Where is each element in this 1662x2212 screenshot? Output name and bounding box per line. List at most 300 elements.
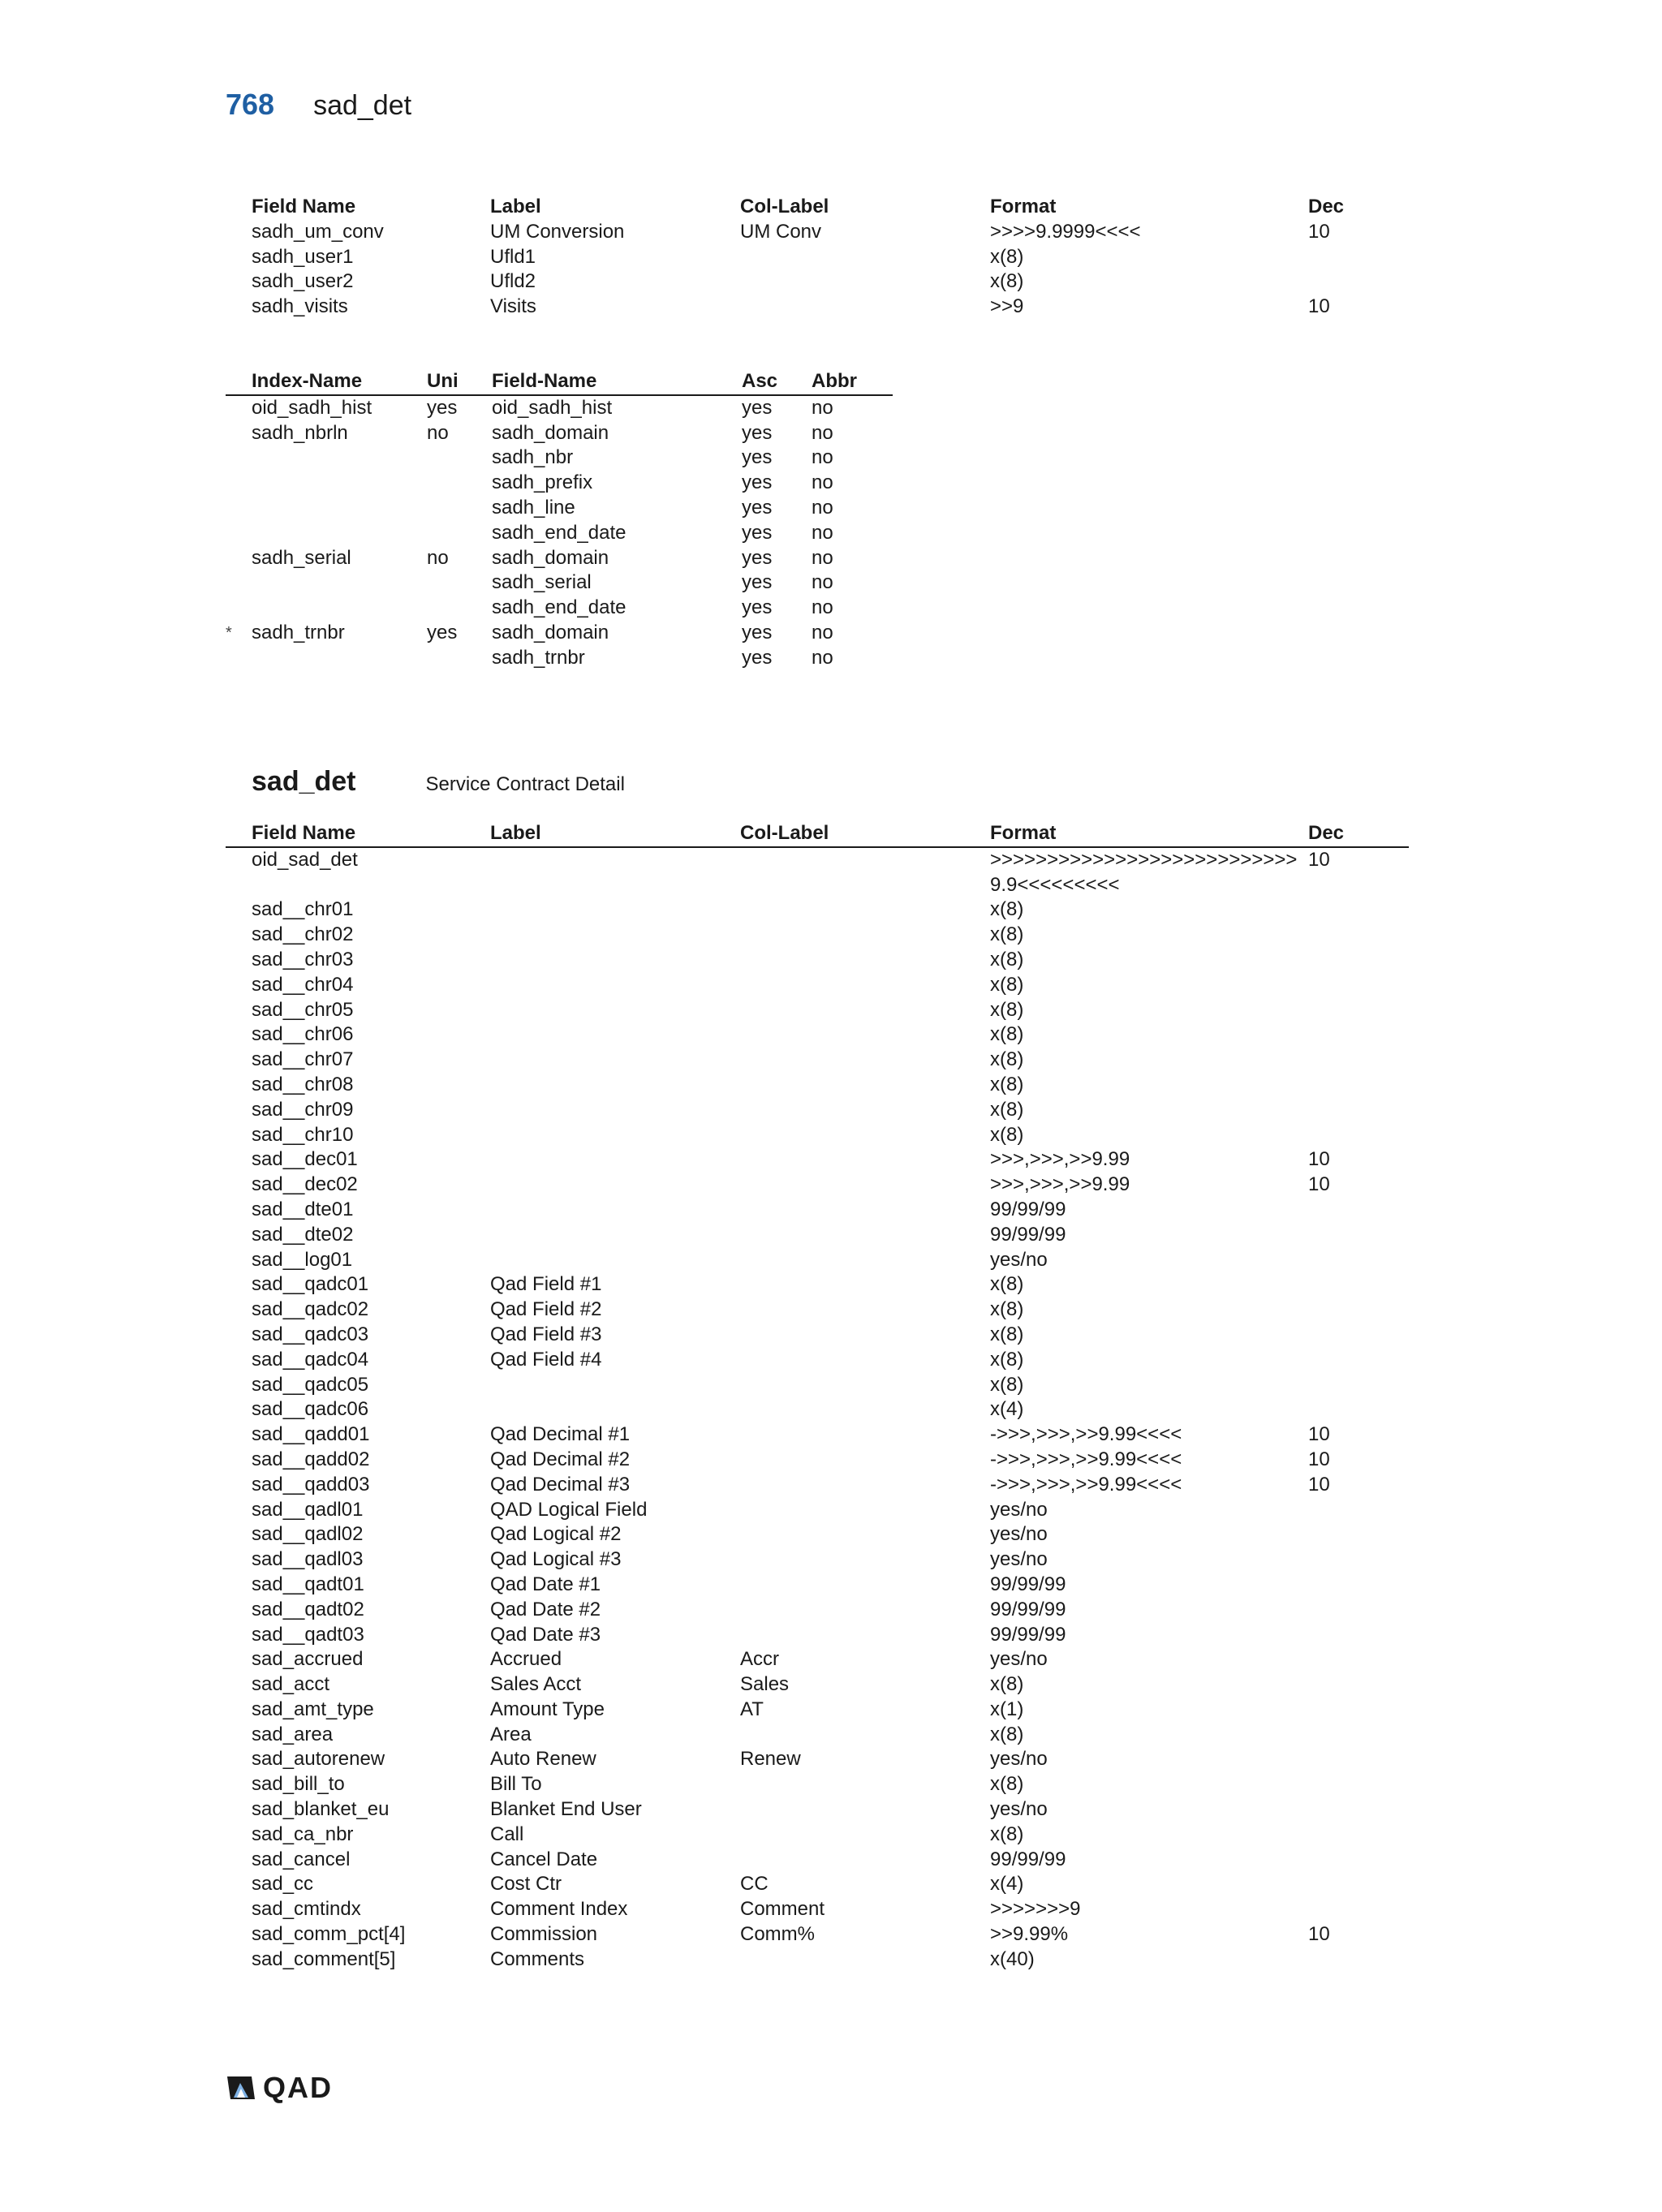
table-row [226,1173,1409,1198]
table-row [226,1272,1409,1298]
table-row [226,1022,1409,1048]
col-label-cell [740,1522,990,1547]
col-header-field-name: Field Name [252,196,356,217]
label-cell: Qad Field #4 [490,1348,602,1371]
field-name-cell: sad__qadt03 [252,1623,364,1646]
label-cell: Area [490,1723,532,1745]
col-label-cell [740,1123,990,1148]
col-label-cell [740,1397,990,1422]
col-label-cell [740,1823,990,1848]
label-cell: Qad Decimal #2 [490,1448,631,1470]
col-label-cell [740,897,990,923]
table-row [226,1448,1409,1473]
dec-cell [1308,1547,1409,1573]
format-cell: x(1) [990,1698,1024,1720]
field-name-cell: sad_amt_type [252,1698,374,1720]
dec-cell: 10 [1308,848,1330,871]
table-row [226,1298,1409,1323]
field-name-cell: sadh_nbr [492,446,574,469]
field-name-cell: sad__qadc03 [252,1323,369,1345]
table-row [226,1098,1409,1123]
dec-cell [1308,1073,1409,1098]
dec-cell [1308,1723,1409,1748]
field-name-cell: sad_blanket_eu [252,1798,390,1821]
index-name-cell [226,570,427,596]
uni-cell [427,496,492,521]
table-row [226,1198,1409,1223]
dec-cell [1308,1223,1409,1248]
label-cell: Ufld1 [490,245,536,268]
index-name-cell [226,471,427,496]
asc-cell: yes [742,546,773,569]
col-label-cell: Comment [740,1898,825,1921]
field-name-cell: sad__chr08 [252,1073,354,1095]
format-cell: x(8) [990,270,1024,293]
label-cell: Call [490,1823,524,1845]
label-cell [490,1098,740,1123]
format-cell: x(8) [990,1323,1024,1345]
table-row [226,847,1409,898]
fields-table-sad [226,821,1409,1973]
col-label-cell [740,1723,990,1748]
col-label-cell [740,1348,990,1373]
col-header-col-label: Col-Label [740,821,990,847]
dec-cell [1308,1298,1409,1323]
field-name-cell: sad__chr06 [252,1023,354,1046]
qad-logo-icon [224,2073,258,2102]
field-name-cell: sad__dec01 [252,1148,358,1171]
format-cell: ->>>,>>>,>>9.99<<<< [990,1423,1182,1446]
field-name-cell: sad__chr03 [252,948,354,970]
label-cell [490,1397,740,1422]
index-name: oid_sadh_hist [252,396,372,419]
col-header-uni: Uni [427,369,492,395]
uni-cell [427,596,492,621]
format-cell: x(40) [990,1947,1035,1970]
label-cell: Comments [490,1947,585,1970]
table-row [226,1848,1409,1873]
col-label-cell [740,1598,990,1623]
col-header-field-name: Field Name [226,821,490,847]
label-cell [490,1173,740,1198]
label-cell [490,998,740,1023]
table-header-row [226,195,1409,220]
table-row [226,1772,1409,1797]
table-row [226,521,893,546]
primary-index-marker: * [226,623,232,642]
fields-table-sadh [226,195,1409,320]
field-name-cell: sad_cmtindx [252,1898,361,1921]
field-name-cell: sadh_domain [492,421,609,444]
asc-cell: yes [742,571,773,594]
asc-cell: yes [742,396,773,419]
field-name-cell: sad__qadt02 [252,1598,364,1620]
field-name-cell: sad_cc [252,1873,314,1896]
table-row [226,496,893,521]
dec-cell [1308,1048,1409,1073]
label-cell: Qad Date #1 [490,1573,601,1595]
format-cell: x(8) [990,923,1024,946]
label-cell [490,1022,740,1048]
table-row [226,1473,1409,1498]
format-cell: 99/99/99 [990,1598,1066,1620]
dec-cell [1308,1872,1409,1897]
dec-cell [1308,1573,1409,1598]
table-row [226,570,893,596]
dec-cell [1308,1248,1409,1273]
col-label-cell [740,1422,990,1448]
format-cell: 99/99/99 [990,1198,1066,1220]
field-name-cell: sad__qadc01 [252,1273,369,1296]
label-cell: Bill To [490,1773,542,1796]
field-name-cell: sad__dec02 [252,1173,358,1196]
index-name: sadh_serial [252,546,351,569]
dec-cell [1308,1823,1409,1848]
field-name-cell: sadh_um_conv [252,220,384,243]
table-row [226,1897,1409,1922]
table-row [226,1747,1409,1772]
format-cell: >>>>>>>9 [990,1898,1081,1921]
dec-cell: 10 [1308,1473,1330,1495]
label-cell: Blanket End User [490,1798,642,1821]
format-cell: >>>,>>>,>>9.99 [990,1148,1130,1171]
table-row [226,269,1409,295]
uni-cell: yes [427,621,458,643]
format-cell: x(8) [990,1823,1024,1845]
field-name-cell: sad_bill_to [252,1773,345,1796]
field-name-cell: sadh_domain [492,546,609,569]
label-cell: Sales Acct [490,1673,582,1696]
label-cell [490,1223,740,1248]
col-label-cell [740,1498,990,1523]
table-row [226,1422,1409,1448]
dec-cell [1308,1947,1409,1973]
col-label-cell [740,1323,990,1348]
dec-cell [1308,1397,1409,1422]
dec-cell [1308,1772,1409,1797]
format-cell: x(8) [990,898,1024,921]
table-row [226,1922,1409,1947]
abbr-cell: no [812,546,833,569]
format-cell: x(8) [990,1023,1024,1046]
table-row [226,1073,1409,1098]
table-row [226,1048,1409,1073]
table-row [226,1872,1409,1897]
table-row [226,897,1409,923]
asc-cell: yes [742,521,773,544]
index-table [226,369,893,671]
col-header-dec: Dec [1308,196,1345,217]
dec-cell [1308,1198,1409,1223]
asc-cell: yes [742,646,773,669]
abbr-cell: no [812,596,833,619]
table-row [226,421,893,446]
index-name-cell [226,421,427,446]
table-row [226,1573,1409,1598]
format-cell: x(8) [990,1048,1024,1071]
fields-table-body [226,220,1409,320]
format-cell: yes/no [990,1748,1048,1771]
field-name-cell: sadh_trnbr [492,646,585,669]
label-cell [490,1048,740,1073]
col-header-format: Format [990,821,1308,847]
col-header-col-label: Col-Label [740,196,829,217]
field-name-cell: sadh_domain [492,621,609,643]
abbr-cell: no [812,646,833,669]
col-label-cell [740,1298,990,1323]
table-row [226,295,1409,320]
dec-cell [1308,1022,1409,1048]
label-cell: Cancel Date [490,1848,598,1870]
table-row [226,1647,1409,1672]
field-name-cell: sad__qadd03 [252,1473,370,1495]
label-cell: Qad Logical #2 [490,1523,622,1546]
index-name-cell [226,621,427,646]
col-label-cell: CC [740,1873,769,1896]
field-name-cell: sadh_prefix [492,471,593,494]
col-label-cell: UM Conv [740,220,822,243]
asc-cell: yes [742,421,773,444]
field-name-cell: sadh_user2 [252,270,354,293]
dec-cell [1308,998,1409,1023]
table-row [226,1672,1409,1698]
field-name-cell: sad_autorenew [252,1748,385,1771]
format-cell: yes/no [990,1498,1048,1521]
uni-cell [427,521,492,546]
label-cell: Qad Decimal #3 [490,1473,631,1495]
format-cell: x(8) [990,1673,1024,1696]
abbr-cell: no [812,446,833,469]
table-row [226,1348,1409,1373]
field-name-cell: sad_cancel [252,1848,351,1870]
label-cell: UM Conversion [490,220,625,243]
table-row [226,1123,1409,1148]
col-header-label: Label [490,196,541,217]
col-label-cell [740,1373,990,1398]
field-name-cell: sadh_end_date [492,521,626,544]
asc-cell: yes [742,596,773,619]
format-cell: yes/no [990,1523,1048,1546]
table-row [226,1823,1409,1848]
label-cell [490,847,740,898]
table-row [226,220,1409,245]
uni-cell [427,471,492,496]
label-cell [490,1248,740,1273]
abbr-cell: no [812,421,833,444]
col-label-cell [740,1248,990,1273]
format-cell: x(8) [990,1773,1024,1796]
field-name-cell: sad__qadl03 [252,1548,364,1571]
label-cell: Auto Renew [490,1748,596,1771]
col-label-cell [740,1223,990,1248]
dec-cell [1308,1598,1409,1623]
dec-cell [1308,1623,1409,1648]
format-cell: x(8) [990,245,1024,268]
table-row [226,1623,1409,1648]
format-cell: >>9 [990,295,1024,318]
index-name-cell [226,445,427,471]
dec-cell [1308,897,1409,923]
field-name-cell: oid_sadh_hist [492,396,613,419]
col-label-cell: Renew [740,1748,801,1771]
index-name: sadh_trnbr [252,621,345,643]
abbr-cell: no [812,496,833,519]
format-cell: yes/no [990,1798,1048,1821]
dec-cell [1308,973,1409,998]
label-cell [490,923,740,948]
format-cell: >>>,>>>,>>9.99 [990,1173,1130,1196]
field-name-cell: sad_accrued [252,1648,364,1671]
col-label-cell [740,1547,990,1573]
format-cell: x(8) [990,1273,1024,1296]
field-name-cell: sadh_user1 [252,245,354,268]
index-name-cell [226,496,427,521]
col-label-cell [740,1473,990,1498]
field-name-cell: sad__dte02 [252,1223,354,1246]
index-name-cell [226,546,427,571]
table-row [226,1522,1409,1547]
dec-cell: 10 [1308,1148,1330,1171]
format-cell: x(4) [990,1398,1024,1421]
label-cell: Qad Date #2 [490,1598,601,1620]
field-name-cell: sad__dte01 [252,1198,354,1220]
field-name-cell: sad__chr02 [252,923,354,946]
col-label-cell [740,295,990,320]
dec-cell [1308,1272,1409,1298]
label-cell: QAD Logical Field [490,1498,648,1521]
dec-cell: 10 [1308,1423,1330,1446]
format-cell: 99/99/99 [990,1573,1066,1595]
col-label-cell [740,1797,990,1823]
field-name-cell: sad_acct [252,1673,330,1696]
field-name-cell: sad__qadd02 [252,1448,370,1470]
format-cell: x(4) [990,1873,1024,1896]
col-label-cell [740,1448,990,1473]
dec-cell: 10 [1308,295,1330,318]
format-cell: 99/99/99 [990,1848,1066,1870]
label-cell [490,948,740,973]
format-cell: x(8) [990,1098,1024,1121]
field-name-cell: sad__qadc06 [252,1398,369,1421]
dec-cell [1308,1123,1409,1148]
uni-cell [427,445,492,471]
col-label-cell [740,269,990,295]
index-name-cell [226,395,427,421]
index-name-cell [226,596,427,621]
col-label-cell [740,1848,990,1873]
col-label-cell [740,948,990,973]
dec-cell [1308,245,1409,270]
format-cell: x(8) [990,948,1024,970]
table-row [226,1598,1409,1623]
uni-cell: no [427,546,449,569]
col-label-cell [740,1073,990,1098]
index-table-body [226,395,893,671]
format-cell: 99/99/99 [990,1223,1066,1246]
table-row [226,973,1409,998]
col-label-cell [740,847,990,898]
dec-cell [1308,1373,1409,1398]
dec-cell [1308,1498,1409,1523]
label-cell [490,1373,740,1398]
field-name-cell: sad_area [252,1723,334,1745]
uni-cell [427,570,492,596]
dec-cell: 10 [1308,1923,1330,1946]
table-row [226,1947,1409,1973]
table-row [226,646,893,671]
table-row [226,1373,1409,1398]
table-row [226,1547,1409,1573]
format-cell: >>>>>>>>>>>>>>>>>>>>>>>>>>>9.9<<<<<<<<< [990,848,1298,896]
field-name-cell: sadh_line [492,496,575,519]
table-row [226,1698,1409,1723]
field-name-cell: sadh_end_date [492,596,626,619]
label-cell [490,897,740,923]
col-label-cell [740,1623,990,1648]
label-cell: Qad Date #3 [490,1623,601,1646]
dec-cell [1308,1747,1409,1772]
format-cell: x(8) [990,1373,1024,1396]
table-row [226,621,893,646]
col-header-format: Format [990,196,1057,217]
table-header-row [226,369,893,395]
abbr-cell: no [812,571,833,594]
table-row [226,245,1409,270]
col-label-cell [740,998,990,1023]
col-label-cell [740,973,990,998]
col-header-dec: Dec [1308,821,1409,847]
col-header-label: Label [490,821,740,847]
field-name-cell: sad__chr10 [252,1123,354,1146]
label-cell: Comment Index [490,1898,628,1921]
label-cell: Qad Decimal #1 [490,1423,631,1446]
label-cell [490,973,740,998]
dec-cell [1308,1647,1409,1672]
format-cell: >>9.99% [990,1923,1069,1946]
format-cell: x(8) [990,1123,1024,1146]
field-name-cell: oid_sad_det [252,848,358,871]
dec-cell [1308,1897,1409,1922]
col-label-cell [740,245,990,270]
dec-cell [1308,269,1409,295]
table-row [226,471,893,496]
col-header-abbr: Abbr [812,369,893,395]
col-label-cell [740,1947,990,1973]
label-cell [490,1147,740,1173]
table-row [226,948,1409,973]
table-row [226,1797,1409,1823]
dec-cell [1308,1348,1409,1373]
format-cell: yes/no [990,1548,1048,1571]
dec-cell [1308,923,1409,948]
page-title: sad_det [313,90,412,121]
label-cell: Qad Field #2 [490,1298,602,1321]
dec-cell: 10 [1308,1448,1330,1470]
label-cell [490,1198,740,1223]
dec-cell [1308,1323,1409,1348]
col-label-cell: Accr [740,1648,779,1671]
col-label-cell [740,1198,990,1223]
label-cell: Visits [490,295,536,318]
col-label-cell [740,1272,990,1298]
field-name-cell: sad__chr05 [252,998,354,1021]
label-cell: Qad Field #3 [490,1323,602,1345]
index-name-cell [226,646,427,671]
table-row [226,923,1409,948]
asc-cell: yes [742,446,773,469]
format-cell: x(8) [990,973,1024,996]
col-header-field-name: Field-Name [492,369,742,395]
